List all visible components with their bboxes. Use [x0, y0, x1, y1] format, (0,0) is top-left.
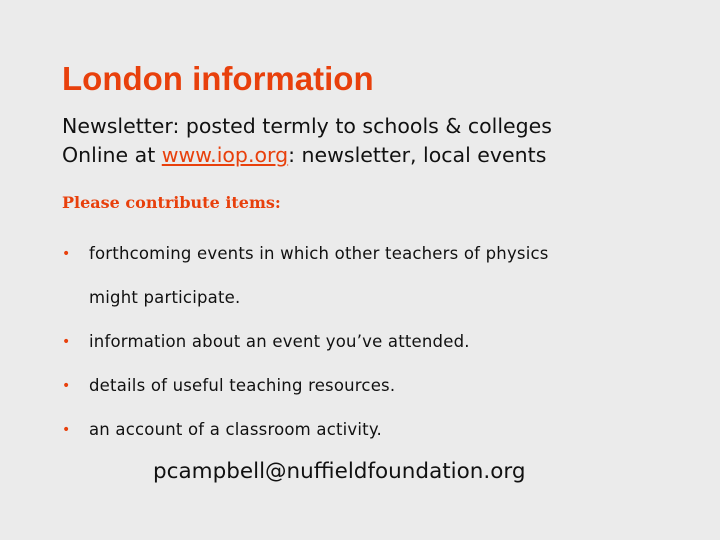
bullet-icon: • [62, 246, 71, 262]
contact-email[interactable]: pcampbell@nuffieldfoundation.org [153, 459, 526, 484]
online-prefix: Online at [62, 143, 162, 167]
list-item-text: information about an event you’ve attended. [89, 332, 470, 351]
list-item-text: forthcoming events in which other teachers of physics [89, 244, 549, 263]
list-item [62, 408, 682, 452]
bullet-icon: • [62, 334, 71, 350]
bullet-icon: • [62, 422, 71, 438]
slide-title: London information [62, 60, 374, 97]
list-item [62, 320, 682, 364]
newsletter-line: Newsletter: posted termly to schools & colleges [62, 114, 552, 138]
bullet-icon: • [62, 378, 71, 394]
online-suffix: : newsletter, local events [288, 143, 547, 167]
list-item [62, 364, 682, 408]
contribute-heading: Please contribute items: [62, 193, 281, 212]
contribution-list [62, 232, 682, 452]
list-item [62, 232, 682, 320]
list-item-text: an account of a classroom activity. [89, 420, 382, 439]
intro-text [62, 112, 552, 170]
list-item-text: details of useful teaching resources. [89, 376, 396, 395]
list-item-text-continued: might participate. [89, 288, 241, 307]
online-line [62, 141, 552, 170]
iop-link[interactable]: www.iop.org [161, 143, 289, 167]
